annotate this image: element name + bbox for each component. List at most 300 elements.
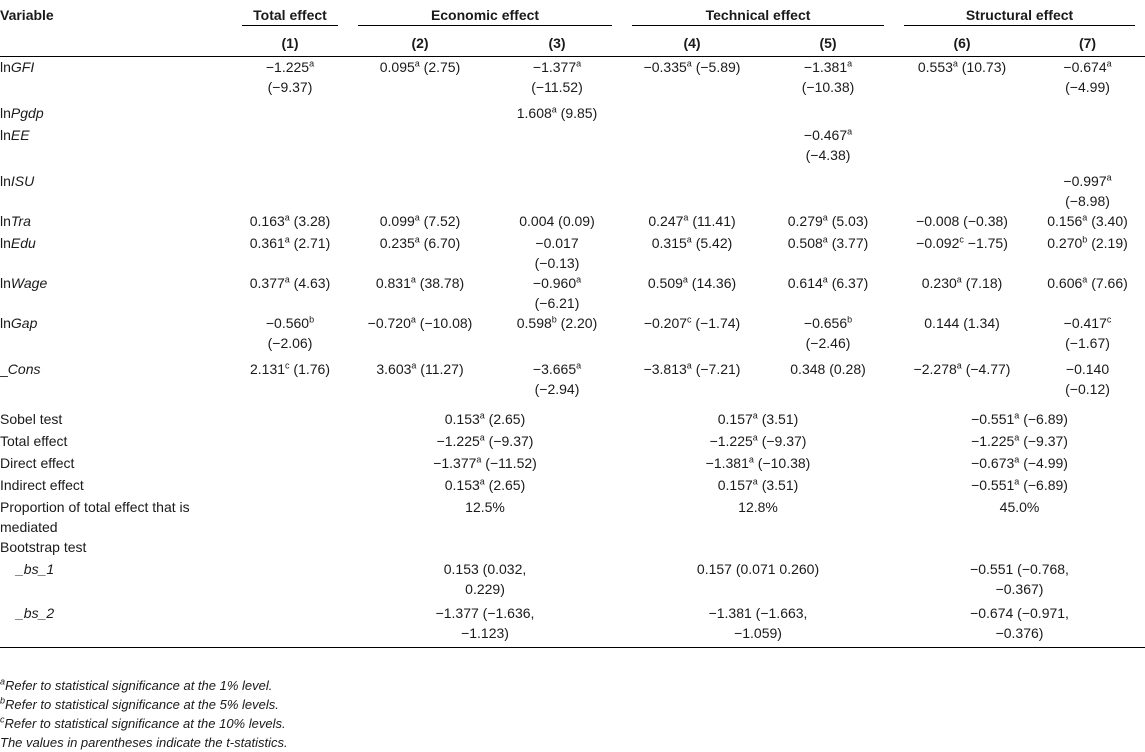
significance-mark: a: [410, 274, 416, 285]
significance-mark: a: [576, 360, 582, 371]
table-row: [0, 233, 1145, 273]
row-label-prefix: ln: [0, 275, 11, 291]
cell-line: [894, 359, 1030, 379]
cell-line: [894, 431, 1145, 451]
table-cell: [348, 171, 492, 211]
table-cell: [232, 559, 348, 603]
row-label-var: Gap: [10, 315, 38, 331]
cell-line: [348, 623, 622, 643]
cell-tstat: (−9.37): [484, 433, 534, 449]
summary-cell: [894, 497, 1145, 537]
table-cell: [622, 313, 762, 359]
table-cell: [762, 233, 894, 273]
note-line: [0, 695, 1145, 714]
table-cell: [232, 103, 348, 125]
cell-line: [348, 559, 622, 579]
cell-line: [492, 57, 622, 77]
table-cell: [232, 431, 348, 453]
table-row: [0, 211, 1145, 233]
cell-line: [492, 293, 622, 313]
table-cell: [622, 57, 762, 103]
cell-line: [1030, 313, 1145, 333]
row-label-prefix: ln: [0, 213, 11, 229]
cell-line: [622, 313, 762, 333]
cell-tstat: (10.73): [957, 59, 1007, 75]
summary-cell: [348, 453, 622, 475]
significance-mark: a: [1106, 172, 1112, 183]
table-cell: [232, 475, 348, 497]
table-cell: [232, 453, 348, 475]
cell-value: 0.153 (0.032,: [443, 561, 527, 577]
table-cell: [762, 125, 894, 171]
significance-mark: a: [952, 58, 958, 69]
table-cell: [1030, 359, 1145, 409]
cell-value: 0.153: [444, 477, 480, 493]
cell-tstat: (2.20): [556, 315, 598, 331]
significance-mark: a: [686, 234, 692, 245]
cell-line: [348, 273, 492, 293]
cell-tstat: (−4.99): [1019, 455, 1068, 471]
table-cell: [894, 171, 1030, 211]
cell-value: −0.674 (−0.971,: [970, 605, 1069, 621]
cell-line: [762, 211, 894, 231]
cell-value: 3.603: [376, 361, 412, 377]
cell-value: (−2.06): [267, 335, 313, 351]
significance-mark: b: [551, 314, 557, 325]
cell-value: −2.278: [913, 361, 957, 377]
significance-mark: a: [551, 104, 557, 115]
table-row: [0, 359, 1145, 409]
header-col-1: (1): [281, 35, 299, 51]
summary-cell: [622, 475, 894, 497]
table-cell: [1030, 273, 1145, 313]
table-cell: [232, 171, 348, 211]
header-col-2: (2): [411, 35, 429, 51]
table-cell: [894, 103, 1030, 125]
significance-mark: a: [822, 212, 828, 223]
cell-value: −0.674: [1063, 59, 1107, 75]
significance-mark: a: [414, 58, 420, 69]
cell-value: 12.8%: [738, 499, 778, 515]
summary-cell: [894, 537, 1145, 559]
cell-value: 0.508: [787, 235, 823, 251]
summary-row: [0, 559, 1145, 603]
cell-line: [348, 211, 492, 231]
summary-row: [0, 431, 1145, 453]
cell-value: 0.614: [787, 275, 823, 291]
summary-cell: [894, 409, 1145, 431]
table-cell: [492, 273, 622, 313]
table-cell: [492, 125, 622, 171]
cell-line: [348, 57, 492, 77]
significance-mark: a: [748, 454, 754, 465]
cell-line: [348, 579, 622, 599]
cell-line: [894, 475, 1145, 495]
cell-line: [894, 623, 1145, 643]
row-label-prefix: ln: [0, 105, 11, 121]
cell-value: −0.376): [995, 625, 1044, 641]
cell-value: −0.417: [1063, 315, 1107, 331]
table-cell: [622, 211, 762, 233]
table-cell: [492, 233, 622, 273]
table-cell: [762, 273, 894, 313]
cell-line: [622, 623, 894, 643]
cell-tstat: (3.51): [757, 411, 799, 427]
cell-line: [232, 313, 348, 333]
table-cell: [1030, 125, 1145, 171]
cell-value: −0.960: [532, 275, 577, 291]
cell-tstat: (3.28): [289, 213, 331, 229]
cell-line: [492, 233, 622, 253]
significance-mark: a: [1082, 274, 1088, 285]
note-line: [0, 714, 1145, 733]
cell-line: [1030, 273, 1145, 293]
row-label: [0, 171, 232, 211]
cell-value: −0.140: [1065, 361, 1110, 377]
cell-line: [232, 211, 348, 231]
summary-cell: [622, 537, 894, 559]
cell-value: (−1.67): [1065, 335, 1110, 351]
summary-cell: [348, 497, 622, 537]
cell-line: [348, 233, 492, 253]
cell-line: [622, 475, 894, 495]
header-row-columns: [0, 30, 1145, 57]
cell-line: [894, 559, 1145, 579]
significance-mark: b: [1082, 234, 1088, 245]
cell-line: [1030, 333, 1145, 353]
significance-mark: a: [410, 314, 416, 325]
row-label: [0, 273, 232, 313]
cell-tstat: (2.75): [419, 59, 461, 75]
table-cell: [348, 359, 492, 409]
table-cell: [762, 211, 894, 233]
cell-line: [1030, 57, 1145, 77]
summary-cell: [348, 537, 622, 559]
cell-tstat: (5.42): [691, 235, 733, 251]
table-cell: [762, 171, 894, 211]
summary-cell: [348, 559, 622, 603]
table-cell: [348, 273, 492, 313]
cell-value: 0.229): [465, 581, 505, 597]
cell-line: [762, 145, 894, 165]
cell-value: 0.153: [444, 411, 480, 427]
cell-line: [622, 431, 894, 451]
row-label: [0, 313, 232, 359]
cell-line: [622, 57, 762, 77]
cell-tstat: (2.65): [484, 411, 526, 427]
cell-line: [894, 57, 1030, 77]
cell-tstat: (1.76): [289, 361, 330, 377]
significance-mark: a: [686, 360, 692, 371]
summary-cell: [622, 453, 894, 475]
significance-mark: a: [847, 58, 853, 69]
table-cell: [348, 103, 492, 125]
table-cell: [622, 273, 762, 313]
row-label-var: GFI: [10, 59, 35, 75]
significance-mark: c: [959, 234, 964, 245]
summary-cell: [622, 559, 894, 603]
cell-value: 0.157: [717, 477, 753, 493]
cell-value: 12.5%: [465, 499, 505, 515]
significance-mark: a: [682, 274, 688, 285]
cell-line: [232, 233, 348, 253]
cell-line: [1030, 233, 1145, 253]
row-label-prefix: ln: [0, 59, 11, 75]
cell-value: −3.665: [532, 361, 577, 377]
row-label-prefix: ln: [0, 235, 11, 251]
note-line: [0, 733, 1145, 752]
summary-row: [0, 453, 1145, 475]
cell-line: [1030, 191, 1145, 211]
significance-mark: a: [411, 360, 417, 371]
cell-value: 0.157: [717, 411, 753, 427]
cell-value: −0.207: [643, 315, 688, 331]
header-col-3: (3): [548, 35, 566, 51]
summary-cell: [894, 603, 1145, 647]
table-cell: [348, 233, 492, 273]
significance-mark: a: [476, 454, 482, 465]
cell-tstat: (6.37): [827, 275, 869, 291]
cell-tstat: (3.40): [1087, 213, 1128, 229]
header-group-total: Total effect: [232, 0, 348, 30]
table-cell: [894, 313, 1030, 359]
cell-value: (−8.98): [1065, 193, 1110, 209]
cell-value: 0.279: [787, 213, 823, 229]
table-row: [0, 273, 1145, 313]
cell-tstat: (7.52): [419, 213, 461, 229]
header-row-groups: [0, 0, 1145, 30]
significance-mark: a: [309, 58, 315, 69]
cell-value: 0.270: [1047, 235, 1083, 251]
cell-line: [762, 57, 894, 77]
summary-cell: [622, 497, 894, 537]
cell-line: [762, 273, 894, 293]
row-label-var: EE: [10, 127, 30, 143]
cell-tstat: (−1.74): [691, 315, 741, 331]
cell-value: 0.247: [648, 213, 684, 229]
table-row: [0, 171, 1145, 211]
cell-value: −1.377: [532, 59, 577, 75]
row-label-var: Wage: [10, 275, 48, 291]
table-cell: [492, 171, 622, 211]
table-cell: [894, 125, 1030, 171]
cell-line: [492, 253, 622, 273]
cell-line: [492, 211, 622, 231]
table-cell: [492, 103, 622, 125]
cell-value: (−11.52): [531, 79, 583, 95]
cell-line: [232, 57, 348, 77]
cell-line: [232, 77, 348, 97]
row-label: [0, 125, 232, 171]
table-row: [0, 57, 1145, 103]
cell-value: 0.598: [516, 315, 552, 331]
significance-mark: a: [576, 274, 582, 285]
cell-tstat: (3.77): [827, 235, 869, 251]
table-cell: [492, 57, 622, 103]
cell-line: [762, 125, 894, 145]
significance-mark: a: [956, 360, 962, 371]
cell-value: −0.720: [367, 315, 411, 331]
cell-value: −0.560: [265, 315, 310, 331]
table-cell: [232, 409, 348, 431]
row-label-var: Pgdp: [10, 105, 44, 121]
cell-value: 0.348 (0.28): [790, 361, 866, 377]
cell-value: −1.059): [734, 625, 782, 641]
summary-row: [0, 603, 1145, 647]
cell-value: (−0.13): [534, 255, 580, 271]
header-variable: Variable: [0, 7, 54, 23]
cell-line: [894, 453, 1145, 473]
cell-tstat: (7.18): [961, 275, 1003, 291]
summary-label: _bs_1: [16, 561, 55, 577]
summary-label: Proportion of total effect that is mediated: [0, 499, 190, 535]
significance-mark: b: [847, 314, 853, 325]
cell-line: [762, 313, 894, 333]
significance-mark: a: [414, 212, 420, 223]
cell-value: −1.377: [433, 455, 477, 471]
header-group-structural: Structural effect: [894, 0, 1145, 30]
summary-cell: [348, 475, 622, 497]
bottom-rule-row: [0, 647, 1145, 648]
cell-tstat: (3.51): [757, 477, 799, 493]
table-cell: [348, 313, 492, 359]
cell-value: (−2.94): [534, 381, 580, 397]
cell-tstat: (7.66): [1087, 275, 1128, 291]
cell-value: 0.553: [917, 59, 953, 75]
cell-value: 0.377: [249, 275, 285, 291]
table-cell: [232, 603, 348, 647]
significance-mark: c: [687, 314, 692, 325]
cell-value: −0.656: [803, 315, 848, 331]
table-cell: [894, 211, 1030, 233]
cell-line: [492, 273, 622, 293]
table-cell: [348, 57, 492, 103]
note-text: The values in parentheses indicate the t-statistics.: [0, 735, 288, 750]
table-cell: [232, 125, 348, 171]
note-text: Refer to statistical significance at the 1% level.: [5, 678, 273, 693]
cell-value: 0.361: [249, 235, 285, 251]
significance-mark: a: [479, 432, 485, 443]
cell-line: [894, 603, 1145, 623]
table-cell: [492, 359, 622, 409]
cell-line: [232, 359, 348, 379]
row-label: [0, 57, 232, 103]
cell-tstat: (2.65): [484, 477, 526, 493]
table-cell: [762, 313, 894, 359]
table-cell: [622, 125, 762, 171]
significance-mark: a: [956, 274, 962, 285]
cell-line: [622, 359, 762, 379]
cell-value: −0.335: [643, 59, 687, 75]
table-cell: [232, 211, 348, 233]
row-label: [0, 103, 232, 125]
note-mark: c: [0, 714, 5, 725]
cell-value: 45.0%: [999, 499, 1040, 515]
note-text: Refer to statistical significance at the 10% levels.: [4, 716, 286, 731]
table-row: [0, 125, 1145, 171]
row-label-prefix: ln: [0, 173, 11, 189]
significance-mark: a: [822, 274, 828, 285]
cell-tstat: (−10.38): [753, 455, 811, 471]
cell-tstat: (−4.77): [961, 361, 1011, 377]
cell-tstat: (14.36): [687, 275, 737, 291]
summary-row: [0, 409, 1145, 431]
cell-value: −0.008 (−0.38): [916, 213, 1008, 229]
significance-mark: a: [414, 234, 420, 245]
table-cell: [492, 211, 622, 233]
cell-value: −0.017: [535, 235, 579, 251]
row-label-var: Tra: [10, 213, 31, 229]
cell-value: (−2.46): [805, 335, 851, 351]
summary-cell: [622, 431, 894, 453]
cell-line: [232, 333, 348, 353]
significance-mark: a: [1014, 410, 1020, 421]
cell-line: [348, 475, 622, 495]
cell-tstat: (5.03): [827, 213, 869, 229]
cell-tstat: (−6.89): [1019, 477, 1068, 493]
cell-line: [492, 359, 622, 379]
cell-value: −1.225: [436, 433, 480, 449]
significance-mark: a: [847, 126, 853, 137]
cell-value: 0.315: [651, 235, 687, 251]
cell-line: [348, 497, 622, 517]
cell-line: [622, 559, 894, 579]
cell-value: 0.004 (0.09): [519, 213, 595, 229]
cell-line: [762, 359, 894, 379]
table-cell: [622, 233, 762, 273]
table-cell: [232, 57, 348, 103]
cell-line: [622, 233, 762, 253]
summary-cell: [348, 409, 622, 431]
cell-value: 0.099: [379, 213, 415, 229]
cell-tstat: (−6.89): [1019, 411, 1068, 427]
table-cell: [232, 273, 348, 313]
table-cell: [622, 359, 762, 409]
significance-mark: a: [479, 410, 485, 421]
cell-line: [348, 359, 492, 379]
cell-tstat: (−11.52): [481, 455, 537, 471]
cell-line: [1030, 379, 1145, 399]
significance-mark: a: [284, 274, 290, 285]
row-label-var: ISU: [10, 173, 35, 189]
table-cell: [232, 537, 348, 559]
cell-value: −1.225: [971, 433, 1015, 449]
significance-mark: a: [284, 234, 290, 245]
cell-value: 1.608: [516, 105, 552, 121]
cell-value: 0.163: [249, 213, 285, 229]
cell-value: −0.997: [1063, 173, 1107, 189]
table-cell: [762, 57, 894, 103]
cell-line: [762, 333, 894, 353]
cell-line: [894, 409, 1145, 429]
summary-cell: [894, 559, 1145, 603]
cell-line: [348, 313, 492, 333]
cell-line: [622, 453, 894, 473]
cell-value: −1.381 (−1.663,: [708, 605, 808, 621]
cell-line: [762, 233, 894, 253]
table-notes: [0, 676, 1145, 752]
cell-line: [894, 233, 1030, 253]
cell-value: −3.813: [643, 361, 687, 377]
row-label-prefix: _: [0, 361, 8, 377]
table-cell: [492, 313, 622, 359]
significance-mark: a: [752, 410, 758, 421]
summary-row: [0, 475, 1145, 497]
significance-mark: c: [1106, 314, 1112, 325]
cell-value: (−4.38): [805, 147, 851, 163]
cell-line: [348, 603, 622, 623]
table-cell: [1030, 313, 1145, 359]
